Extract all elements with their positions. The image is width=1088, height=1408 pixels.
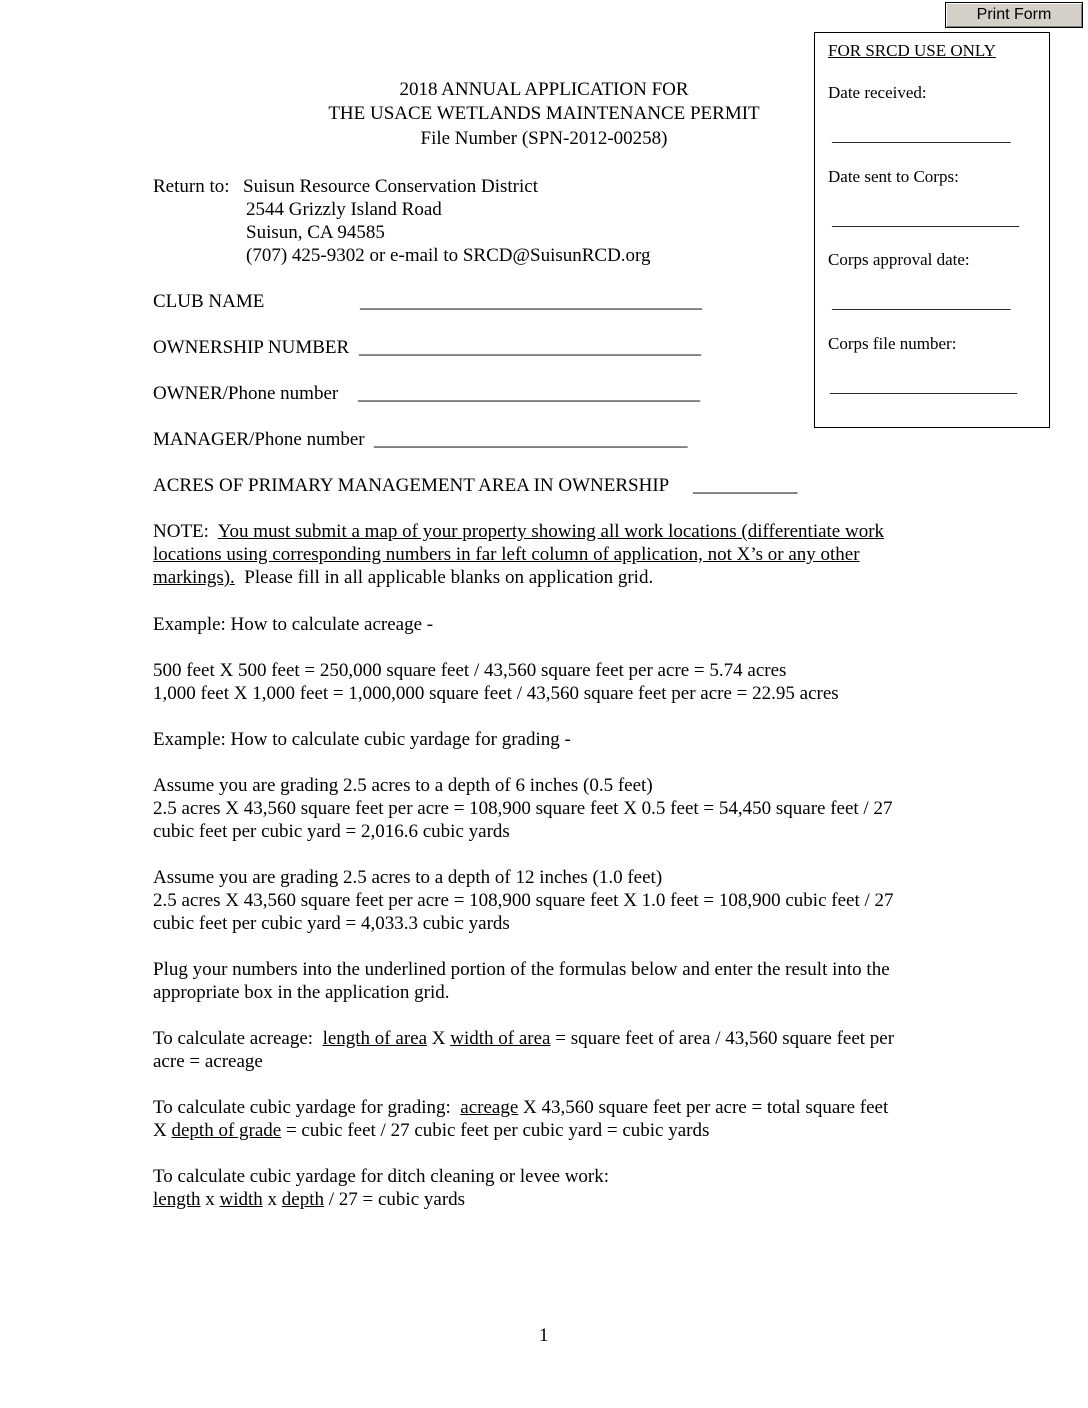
note-underlined-1: You must submit a map of your property showing all work locations (differentiate work [217, 521, 885, 542]
formula-grading-rest: X 43,560 square feet per acre = total square feet [523, 1097, 889, 1118]
example-cubic-b-line-2: 2.5 acres X 43,560 square feet per acre = 108,900 square feet X 1.0 feet = 108,900 cubic feet / 27 [153, 890, 894, 911]
formula-grading-line-2 [153, 1120, 709, 1142]
approval-date-field[interactable]: _____________________ [832, 293, 1011, 312]
club-name-label: CLUB NAME [153, 291, 265, 312]
manager-phone-label: MANAGER/Phone number [153, 429, 365, 450]
note-rest: Please fill in all applicable blanks on application grid. [244, 567, 654, 588]
formula-ditch-rest: / 27 = cubic yards [328, 1189, 466, 1210]
corps-file-number-field[interactable]: ______________________ [830, 377, 1017, 396]
formula-acreage-term: acreage [460, 1097, 519, 1118]
note-line-2: locations using corresponding numbers in far left column of application, not X’s or any other [153, 544, 860, 565]
title-line-1: 2018 ANNUAL APPLICATION FOR [399, 79, 689, 100]
manager-phone-field[interactable]: _________________________________ [374, 429, 688, 450]
example-cubic-a-line-1: Assume you are grading 2.5 acres to a depth of 6 inches (0.5 feet) [153, 775, 653, 796]
ownership-number-field[interactable]: ____________________________________ [359, 337, 701, 358]
note-line-3 [153, 567, 653, 589]
plug-line-1: Plug your numbers into the underlined portion of the formulas below and enter the result into the [153, 959, 890, 980]
formula-ditch-heading: To calculate cubic yardage for ditch cleaning or levee work: [153, 1166, 610, 1187]
note-line-1 [153, 521, 884, 543]
approval-date-label: Corps approval date: [828, 250, 970, 269]
formula-ditch-x2: x [267, 1189, 278, 1210]
return-to-line-3: Suisun, CA 94585 [246, 222, 385, 243]
owner-phone-field[interactable]: ____________________________________ [358, 383, 700, 404]
ownership-number-label: OWNERSHIP NUMBER [153, 337, 350, 358]
acres-label: ACRES OF PRIMARY MANAGEMENT AREA IN OWNERSHIP [153, 475, 670, 496]
return-to-label: Return to: [153, 176, 230, 197]
formula-ditch-length: length [153, 1189, 201, 1210]
note-prefix: NOTE: [153, 521, 209, 542]
formula-acreage-line-1 [153, 1028, 894, 1050]
note-underlined-3: markings). [153, 567, 235, 588]
formula-ditch-width: width [219, 1189, 263, 1210]
formula-grading-prefix: To calculate cubic yardage for grading: [153, 1097, 451, 1118]
formula-acreage-prefix: To calculate acreage: [153, 1028, 314, 1049]
return-to-line-4: (707) 425-9302 or e-mail to SRCD@SuisunRCD.org [246, 245, 651, 266]
date-sent-field[interactable]: ______________________ [832, 210, 1019, 229]
formula-acreage-rest: = square feet of area / 43,560 square feet per [555, 1028, 895, 1049]
corps-file-number-label: Corps file number: [828, 334, 957, 353]
example-cubic-b-line-1: Assume you are grading 2.5 acres to a depth of 12 inches (1.0 feet) [153, 867, 663, 888]
example-cubic-heading: Example: How to calculate cubic yardage for grading - [153, 729, 571, 750]
title-file-number: File Number (SPN-2012-00258) [420, 128, 668, 149]
srcd-box-heading: FOR SRCD USE ONLY [828, 41, 996, 60]
owner-phone-label: OWNER/Phone number [153, 383, 339, 404]
formula-ditch-depth: depth [281, 1189, 324, 1210]
date-received-field[interactable]: _____________________ [832, 126, 1011, 145]
example-cubic-b-line-3: cubic feet per cubic yard = 4,033.3 cubic yards [153, 913, 510, 934]
example-cubic-a-line-3: cubic feet per cubic yard = 2,016.6 cubic yards [153, 821, 510, 842]
example-acreage-line-1: 500 feet X 500 feet = 250,000 square feet / 43,560 square feet per acre = 5.74 acres [153, 660, 787, 681]
example-cubic-a-line-2: 2.5 acres X 43,560 square feet per acre = 108,900 square feet X 0.5 feet = 54,450 square feet / 27 [153, 798, 893, 819]
example-acreage-heading: Example: How to calculate acreage - [153, 614, 434, 635]
formula-width-of-area: width of area [450, 1028, 551, 1049]
formula-grading-rest2: = cubic feet / 27 cubic feet per cubic yard = cubic yards [285, 1120, 710, 1141]
formula-grading-line-1 [153, 1097, 888, 1119]
formula-grading-x: X [153, 1120, 167, 1141]
formula-depth-of-grade: depth of grade [171, 1120, 282, 1141]
formula-acreage-x: X [431, 1028, 446, 1049]
formula-length-of-area: length of area [322, 1028, 428, 1049]
formula-ditch-line [153, 1189, 465, 1211]
title-line-2: THE USACE WETLANDS MAINTENANCE PERMIT [328, 103, 760, 124]
example-acreage-line-2: 1,000 feet X 1,000 feet = 1,000,000 square feet / 43,560 square feet per acre = 22.95 acres [153, 683, 839, 704]
date-received-label: Date received: [828, 83, 927, 102]
formula-ditch-x1: x [205, 1189, 215, 1210]
acres-field[interactable]: ___________ [693, 475, 798, 496]
print-form-button[interactable]: Print Form [945, 2, 1083, 28]
return-to-line-1: Suisun Resource Conservation District [243, 176, 538, 197]
page-number: 1 [539, 1325, 549, 1346]
formula-acreage-line-2: acre = acreage [153, 1051, 263, 1072]
date-sent-label: Date sent to Corps: [828, 167, 959, 186]
plug-line-2: appropriate box in the application grid. [153, 982, 450, 1003]
return-to-line-2: 2544 Grizzly Island Road [246, 199, 442, 220]
club-name-field[interactable]: ____________________________________ [360, 291, 702, 312]
